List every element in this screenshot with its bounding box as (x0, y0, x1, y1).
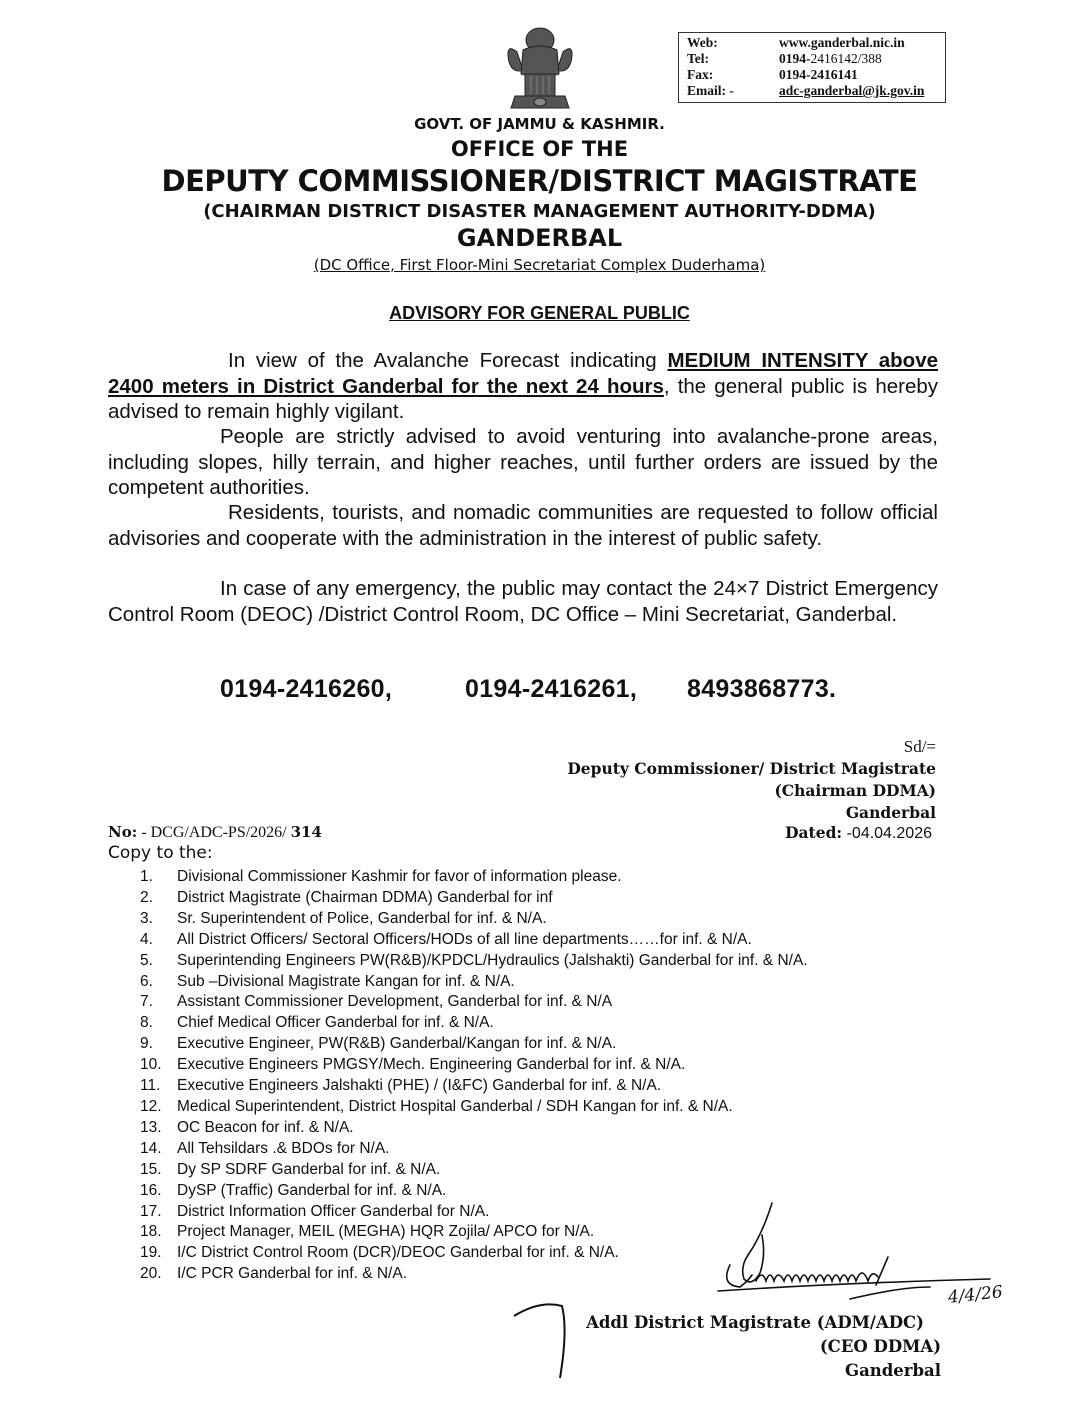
list-item: 1. Divisional Commissioner Kashmir for favor of information please. (140, 868, 622, 885)
phone-number-3[interactable]: 8493868773. (687, 675, 837, 703)
district-heading: GANDERBAL (456, 224, 623, 252)
advisory-paragraph-4 (108, 576, 938, 627)
p4-text: In case of any emergency, the public may contact the 24×7 District Emergency Control Room (DEOC) /District Control Room, DC Office – Mini Secretariat, Ganderbal. (108, 577, 938, 626)
fax-value: 0194-2416141 (779, 67, 858, 82)
bracket-mark-icon (510, 1300, 580, 1380)
contact-label: Email: - (687, 83, 734, 98)
website-link[interactable]: www.ganderbal.nic.in (779, 35, 905, 50)
dc-chairman: (Chairman DDMA) (774, 781, 936, 800)
list-item: 14. All Tehsildars .& BDOs for N/A. (140, 1139, 390, 1157)
reference-number (108, 823, 322, 842)
national-emblem-icon (495, 22, 585, 118)
phone-number-2[interactable]: 0194-2416261, (465, 675, 638, 703)
office-address: (DC Office, First Floor-Mini Secretariat Complex Duderhama) (313, 256, 766, 274)
phone-number-1[interactable]: 0194-2416260, (220, 675, 393, 703)
list-item: 6. Sub –Divisional Magistrate Kangan for inf. & N/A. (140, 972, 515, 990)
contact-label: Tel: (687, 51, 710, 66)
adm-location: Ganderbal (844, 1361, 941, 1380)
list-item: 10. Executive Engineers PMGSY/Mech. Engineering Ganderbal for inf. & N/A. (140, 1056, 686, 1074)
contact-web-row (687, 35, 937, 51)
tel-number: 2416142/388 (810, 51, 882, 66)
list-item: 3. Sr. Superintendent of Police, Ganderbal for inf. & N/A. (140, 909, 547, 927)
advisory-title: ADVISORY FOR GENERAL PUBLIC (389, 303, 690, 323)
contact-label: Fax: (687, 67, 714, 82)
tel-prefix: 0194- (779, 51, 811, 66)
dated (785, 823, 932, 843)
list-item: 15. Dy SP SDRF Ganderbal for inf. & N/A. (140, 1160, 441, 1178)
p1-text: In view of the Avalanche Forecast indicating (228, 349, 668, 372)
contact-fax-row (687, 67, 937, 83)
dated-label: Dated: (785, 823, 843, 842)
list-item: 12. Medical Superintendent, District Hospital Ganderbal / SDH Kangan for inf. & N/A. (140, 1097, 733, 1115)
list-item: 13. OC Beacon for inf. & N/A. (140, 1118, 354, 1136)
list-item: 8. Chief Medical Officer Ganderbal for inf. & N/A. (140, 1014, 494, 1032)
list-item: 18. Project Manager, MEIL (MEGHA) HQR Zojila/ APCO for N/A. (140, 1223, 595, 1241)
list-item: 16. DySP (Traffic) Ganderbal for inf. & N/A. (140, 1181, 447, 1199)
contact-tel-row (687, 51, 937, 67)
p3-text: Residents, tourists, and nomadic communities are requested to follow official advisories and cooperate with the administration in the interest of public safety. (108, 501, 938, 550)
office-of-heading: OFFICE OF THE (450, 137, 629, 161)
email-link[interactable]: adc-ganderbal@jk.gov.in (779, 83, 925, 98)
list-item: 2. District Magistrate (Chairman DDMA) Ganderbal for inf (140, 888, 553, 906)
list-item: 7. Assistant Commissioner Development, Ganderbal for inf. & N/A (140, 993, 613, 1011)
list-item: 17. District Information Officer Ganderbal for N/A. (140, 1202, 490, 1220)
advisory-paragraph-1 (108, 348, 938, 425)
advisory-paragraph-2 (108, 424, 938, 501)
handwritten-date: 4/4/26 (947, 1282, 1004, 1308)
ref-value: - DCG/ADC-PS/2026/ (137, 824, 291, 841)
contact-info-box (678, 32, 946, 103)
govt-heading: GOVT. OF JAMMU & KASHMIR. (414, 115, 665, 133)
adm-designation: Addl District Magistrate (ADM/ADC) (586, 1313, 924, 1332)
list-item: 19. I/C District Control Room (DCR)/DEOC Ganderbal for inf. & N/A. (140, 1244, 619, 1262)
adm-ceo: (CEO DDMA) (819, 1337, 941, 1356)
signed-mark: Sd/= (903, 737, 936, 756)
p1-text-end: , the general public is hereby advised to remain highly vigilant. (108, 374, 939, 423)
ref-number: 314 (290, 823, 322, 841)
list-item: 9. Executive Engineer, PW(R&B) Ganderbal/Kangan for inf. & N/A. (140, 1035, 617, 1053)
dated-value: -04.04.2026 (842, 825, 932, 842)
contact-email-row (687, 83, 937, 99)
ref-label: No: (108, 823, 138, 841)
dc-location: Ganderbal (845, 803, 936, 822)
list-item: 20. I/C PCR Ganderbal for inf. & N/A. (140, 1265, 408, 1283)
list-item: 5. Superintending Engineers PW(R&B)/KPDCL/Hydraulics (Jalshakti) Ganderbal for inf. & N/A. (140, 951, 808, 969)
copy-to-heading: Copy to the: (108, 843, 213, 863)
list-item: 4. All District Officers/ Sectoral Officers/HODs of all line departments……for inf. & N/A. (140, 930, 752, 948)
list-item: 11. Executive Engineers Jalshakti (PHE) / (I&FC) Ganderbal for inf. & N/A. (140, 1077, 662, 1095)
dc-designation: Deputy Commissioner/ District Magistrate (567, 759, 936, 778)
office-subtitle: (CHAIRMAN DISTRICT DISASTER MANAGEMENT AUTHORITY-DDMA) (203, 201, 876, 222)
p1-emphasis: MEDIUM INTENSITY above 2400 meters in District Ganderbal for the next 24 hours (108, 349, 938, 398)
contact-label: Web: (687, 35, 718, 50)
office-title: DEPUTY COMMISSIONER/DISTRICT MAGISTRATE (161, 164, 918, 198)
p2-text: People are strictly advised to avoid venturing into avalanche-prone areas, including slopes, hilly terrain, and higher reaches, until further orders are issued by the competent authorities. (108, 425, 938, 499)
tel-value (779, 51, 937, 67)
advisory-paragraph-3 (108, 500, 938, 551)
